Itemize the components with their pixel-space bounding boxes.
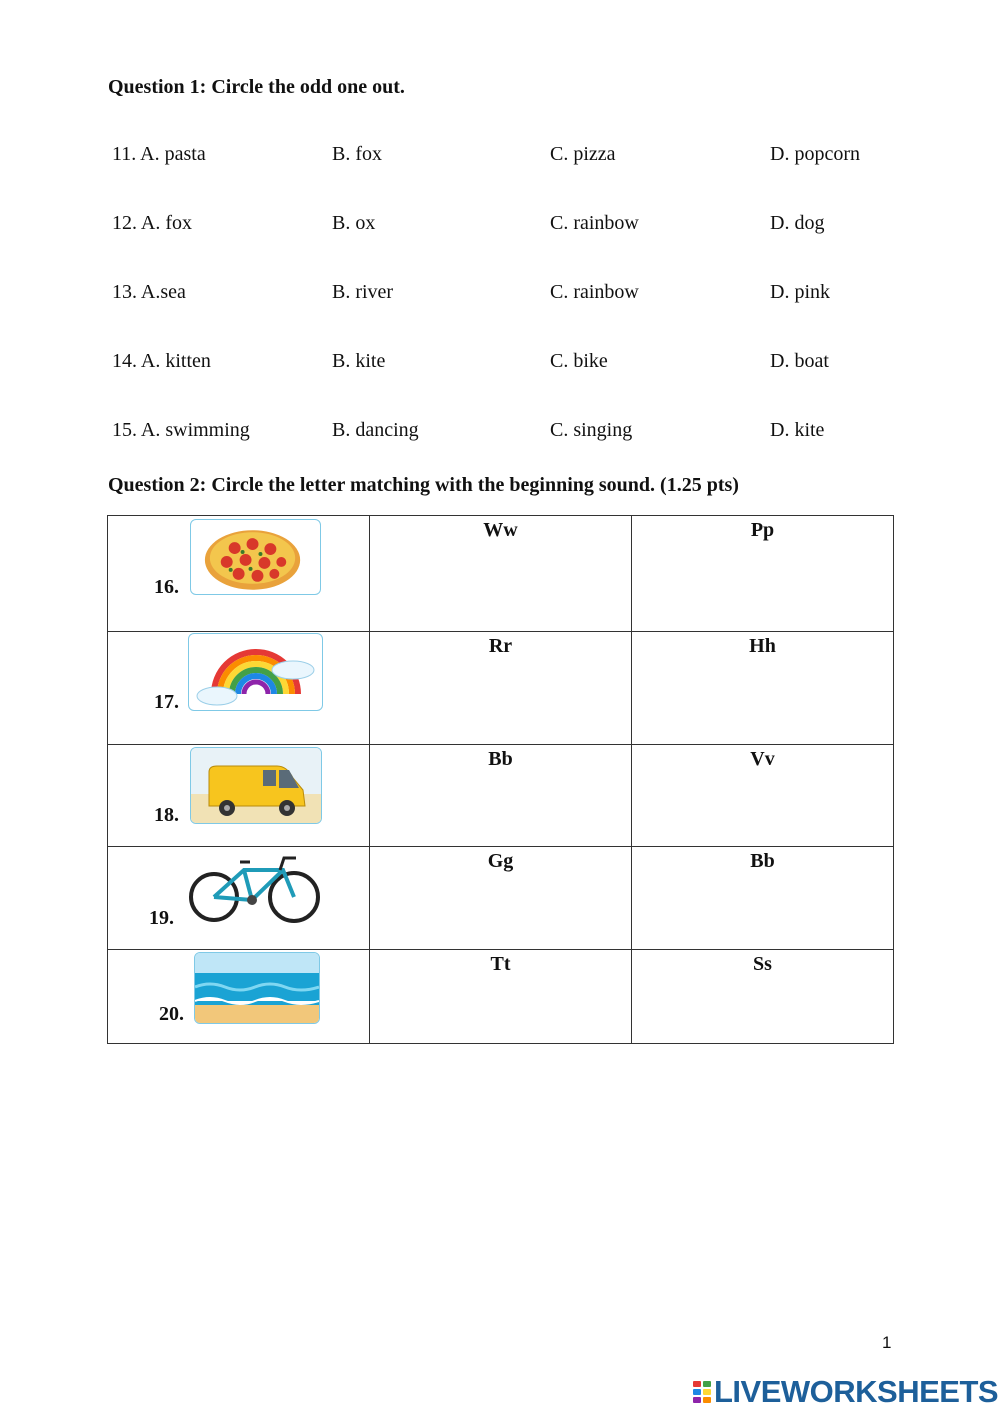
option-d[interactable]: D. pink bbox=[770, 281, 830, 303]
option-c[interactable]: C. rainbow bbox=[550, 212, 639, 234]
option-b[interactable]: B. ox bbox=[332, 212, 376, 234]
option-d[interactable]: D. kite bbox=[770, 419, 825, 441]
table-row bbox=[108, 632, 894, 745]
option-c[interactable]: C. rainbow bbox=[550, 281, 639, 303]
table-row bbox=[108, 847, 894, 950]
question-row-14 bbox=[112, 350, 912, 378]
rainbow-icon bbox=[188, 633, 323, 711]
beginning-sound-table bbox=[107, 515, 894, 1044]
option-b[interactable]: B. fox bbox=[332, 143, 382, 165]
item-number: 17. bbox=[154, 691, 179, 713]
option-b[interactable]: B. river bbox=[332, 281, 394, 303]
option-a[interactable]: 13. A.sea bbox=[112, 281, 186, 303]
table-row bbox=[108, 950, 894, 1044]
brand-name: LIVEWORKSHEETS bbox=[714, 1374, 999, 1409]
table-row bbox=[108, 745, 894, 847]
table-row bbox=[108, 516, 894, 632]
option-b[interactable]: B. dancing bbox=[332, 419, 419, 441]
sound-option-p[interactable]: Pp bbox=[632, 516, 894, 632]
picture-cell bbox=[108, 632, 370, 745]
sound-option-b[interactable]: Bb bbox=[370, 745, 632, 847]
liveworksheets-logo-icon bbox=[692, 1380, 712, 1404]
sound-option-t[interactable]: Tt bbox=[370, 950, 632, 1044]
option-a[interactable]: 14. A. kitten bbox=[112, 350, 211, 372]
sound-option-h[interactable]: Hh bbox=[632, 632, 894, 745]
question-row-12 bbox=[112, 212, 912, 240]
item-number: 18. bbox=[154, 804, 179, 826]
option-a[interactable]: 12. A. fox bbox=[112, 212, 192, 234]
sound-option-w[interactable]: Ww bbox=[370, 516, 632, 632]
sea-icon bbox=[194, 952, 320, 1024]
option-d[interactable]: D. dog bbox=[770, 212, 825, 234]
sound-option-b[interactable]: Bb bbox=[632, 847, 894, 950]
item-number: 19. bbox=[149, 907, 174, 929]
picture-cell bbox=[108, 950, 370, 1044]
question-row-13 bbox=[112, 281, 912, 309]
option-a[interactable]: 15. A. swimming bbox=[112, 419, 250, 441]
sound-option-v[interactable]: Vv bbox=[632, 745, 894, 847]
item-number: 20. bbox=[159, 1003, 184, 1025]
pizza-icon bbox=[190, 519, 321, 595]
question-1-title: Question 1: Circle the odd one out. bbox=[108, 76, 405, 98]
item-number: 16. bbox=[154, 576, 179, 598]
picture-cell bbox=[108, 847, 370, 950]
option-a[interactable]: 11. A. pasta bbox=[112, 143, 206, 165]
option-b[interactable]: B. kite bbox=[332, 350, 386, 372]
option-c[interactable]: C. bike bbox=[550, 350, 608, 372]
option-c[interactable]: C. singing bbox=[550, 419, 633, 441]
liveworksheets-logo bbox=[692, 1375, 998, 1409]
option-c[interactable]: C. pizza bbox=[550, 143, 616, 165]
question-row-11 bbox=[112, 143, 912, 171]
picture-cell bbox=[108, 745, 370, 847]
bicycle-icon bbox=[188, 850, 324, 925]
option-d[interactable]: D. popcorn bbox=[770, 143, 860, 165]
picture-cell bbox=[108, 516, 370, 632]
sound-option-r[interactable]: Rr bbox=[370, 632, 632, 745]
van-icon bbox=[190, 747, 322, 824]
question-row-15 bbox=[112, 419, 912, 447]
sound-option-s[interactable]: Ss bbox=[632, 950, 894, 1044]
option-d[interactable]: D. boat bbox=[770, 350, 829, 372]
page-number: 1 bbox=[882, 1333, 892, 1352]
question-2-title: Question 2: Circle the letter matching with the beginning sound. (1.25 pts) bbox=[108, 474, 739, 496]
sound-option-g[interactable]: Gg bbox=[370, 847, 632, 950]
